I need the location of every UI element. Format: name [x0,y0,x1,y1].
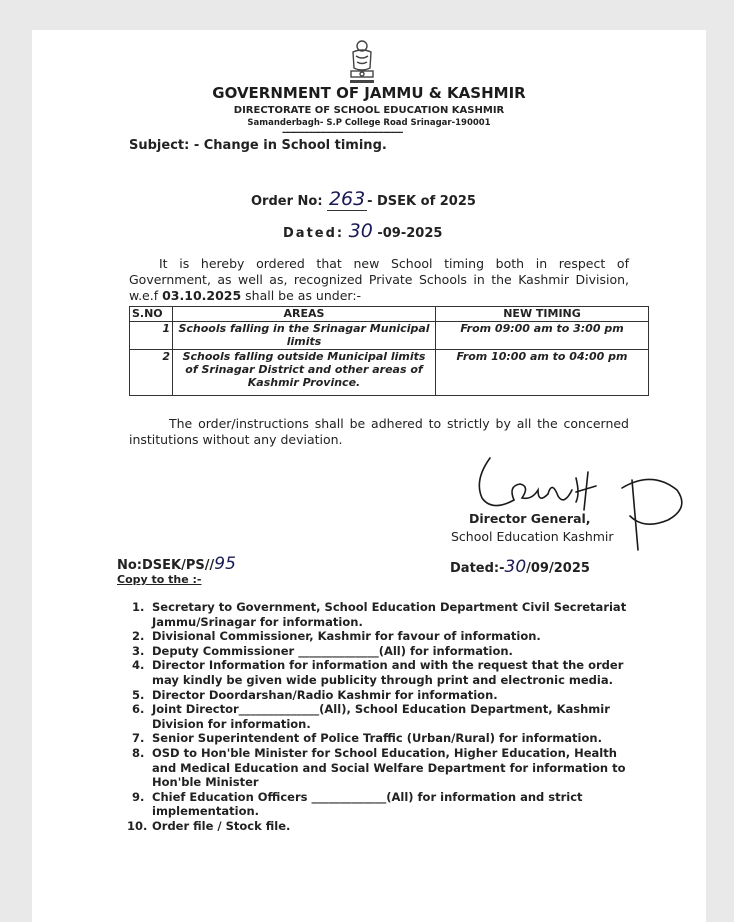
signatory-title: Director General, [469,511,591,526]
dispatch-dated-suffix: /09/2025 [526,561,590,576]
header-separator: -------------------------------------------- [282,128,403,138]
row-timing: From 10:00 am to 04:00 pm [436,350,649,396]
dispatch-date [450,557,590,577]
dated-suffix: -09-2025 [377,226,443,241]
row-sno: 2 [130,350,173,396]
document-page [32,30,706,922]
header-timing: NEW TIMING [436,307,649,322]
list-item: 9. Chief Education Officers _____________(All) for information and strict implementation. [132,789,583,819]
order-paragraph-text: It is hereby ordered that new School timing both in respect of Government, as well as, recognized Private Schools in the Kashmir Division, w.e.f [129,256,629,303]
dispatch-day-handwritten: 30 [504,557,527,577]
table-row [130,350,649,396]
list-item: 4. Director Information for information and with the request that the order may kindly be given wide publicity through print and electronic media. [132,658,624,687]
order-paragraph-end: shall be as under:- [245,288,362,303]
address-line: Samanderbagh- S.P College Road Srinagar-190001 [247,118,491,128]
list-item: 3. Deputy Commissioner ______________(All) for information. [132,643,513,658]
dispatch-prefix: No:DSEK/PS// [117,558,215,573]
list-item: 6. Joint Director______________(All), School Education Department, Kashmir Division for information. [132,702,610,731]
order-paragraph [129,256,629,304]
list-item: 5. Director Doordarshan/Radio Kashmir for information. [132,687,498,702]
dated-day-handwritten: 30 [348,220,373,242]
row-area: Schools falling in the Srinagar Municipal limits [173,322,436,350]
order-prefix: Order No: [251,194,323,209]
list-item: 7. Senior Superintendent of Police Traffic (Urban/Rural) for information. [132,731,602,746]
closing-paragraph: The order/instructions shall be adhered to strictly by all the concerned institutions without any deviation. [129,416,629,447]
header-areas: AREAS [173,307,436,322]
subject-line: Subject: - Change in School timing. [129,138,387,153]
row-sno: 1 [130,322,173,350]
order-suffix: - DSEK of 2025 [367,194,476,209]
copy-list [127,600,637,834]
header-sno: S.NO [130,307,173,322]
government-heading: GOVERNMENT OF JAMMU & KASHMIR [212,84,526,102]
national-emblem-icon [343,38,381,90]
list-item: 8. OSD to Hon'ble Minister for School Education, Higher Education, Health and Medical Education and Social Welfare Department for information to Hon'ble Minister [132,745,626,790]
dispatch-number [117,554,236,574]
dated-prefix: Dated: [283,226,345,241]
order-number-handwritten: 263 [328,188,366,210]
order-number [251,188,476,211]
dispatch-dated-prefix: Dated:- [450,561,505,576]
table-row [130,322,649,350]
timing-table [129,306,649,396]
directorate-heading: DIRECTORATE OF SCHOOL EDUCATION KASHMIR [233,105,505,116]
signatory-office: School Education Kashmir [451,529,614,544]
list-item: 1. Secretary to Government, School Education Department Civil Secretariat Jammu/Srinagar for information. [132,600,627,629]
row-area: Schools falling outside Municipal limits of Srinagar District and other areas of Kashmir Province. [173,350,436,396]
list-item: 10. Order file / Stock file. [127,818,291,833]
effective-date: 03.10.2025 [162,288,242,303]
copy-to-heading: Copy to the :- [117,573,202,586]
order-date [283,220,442,242]
table-header-row [130,307,649,322]
row-timing: From 09:00 am to 3:00 pm [436,322,649,350]
list-item: 2. Divisional Commissioner, Kashmir for favour of information. [132,629,541,644]
dispatch-number-handwritten: 95 [214,554,236,574]
